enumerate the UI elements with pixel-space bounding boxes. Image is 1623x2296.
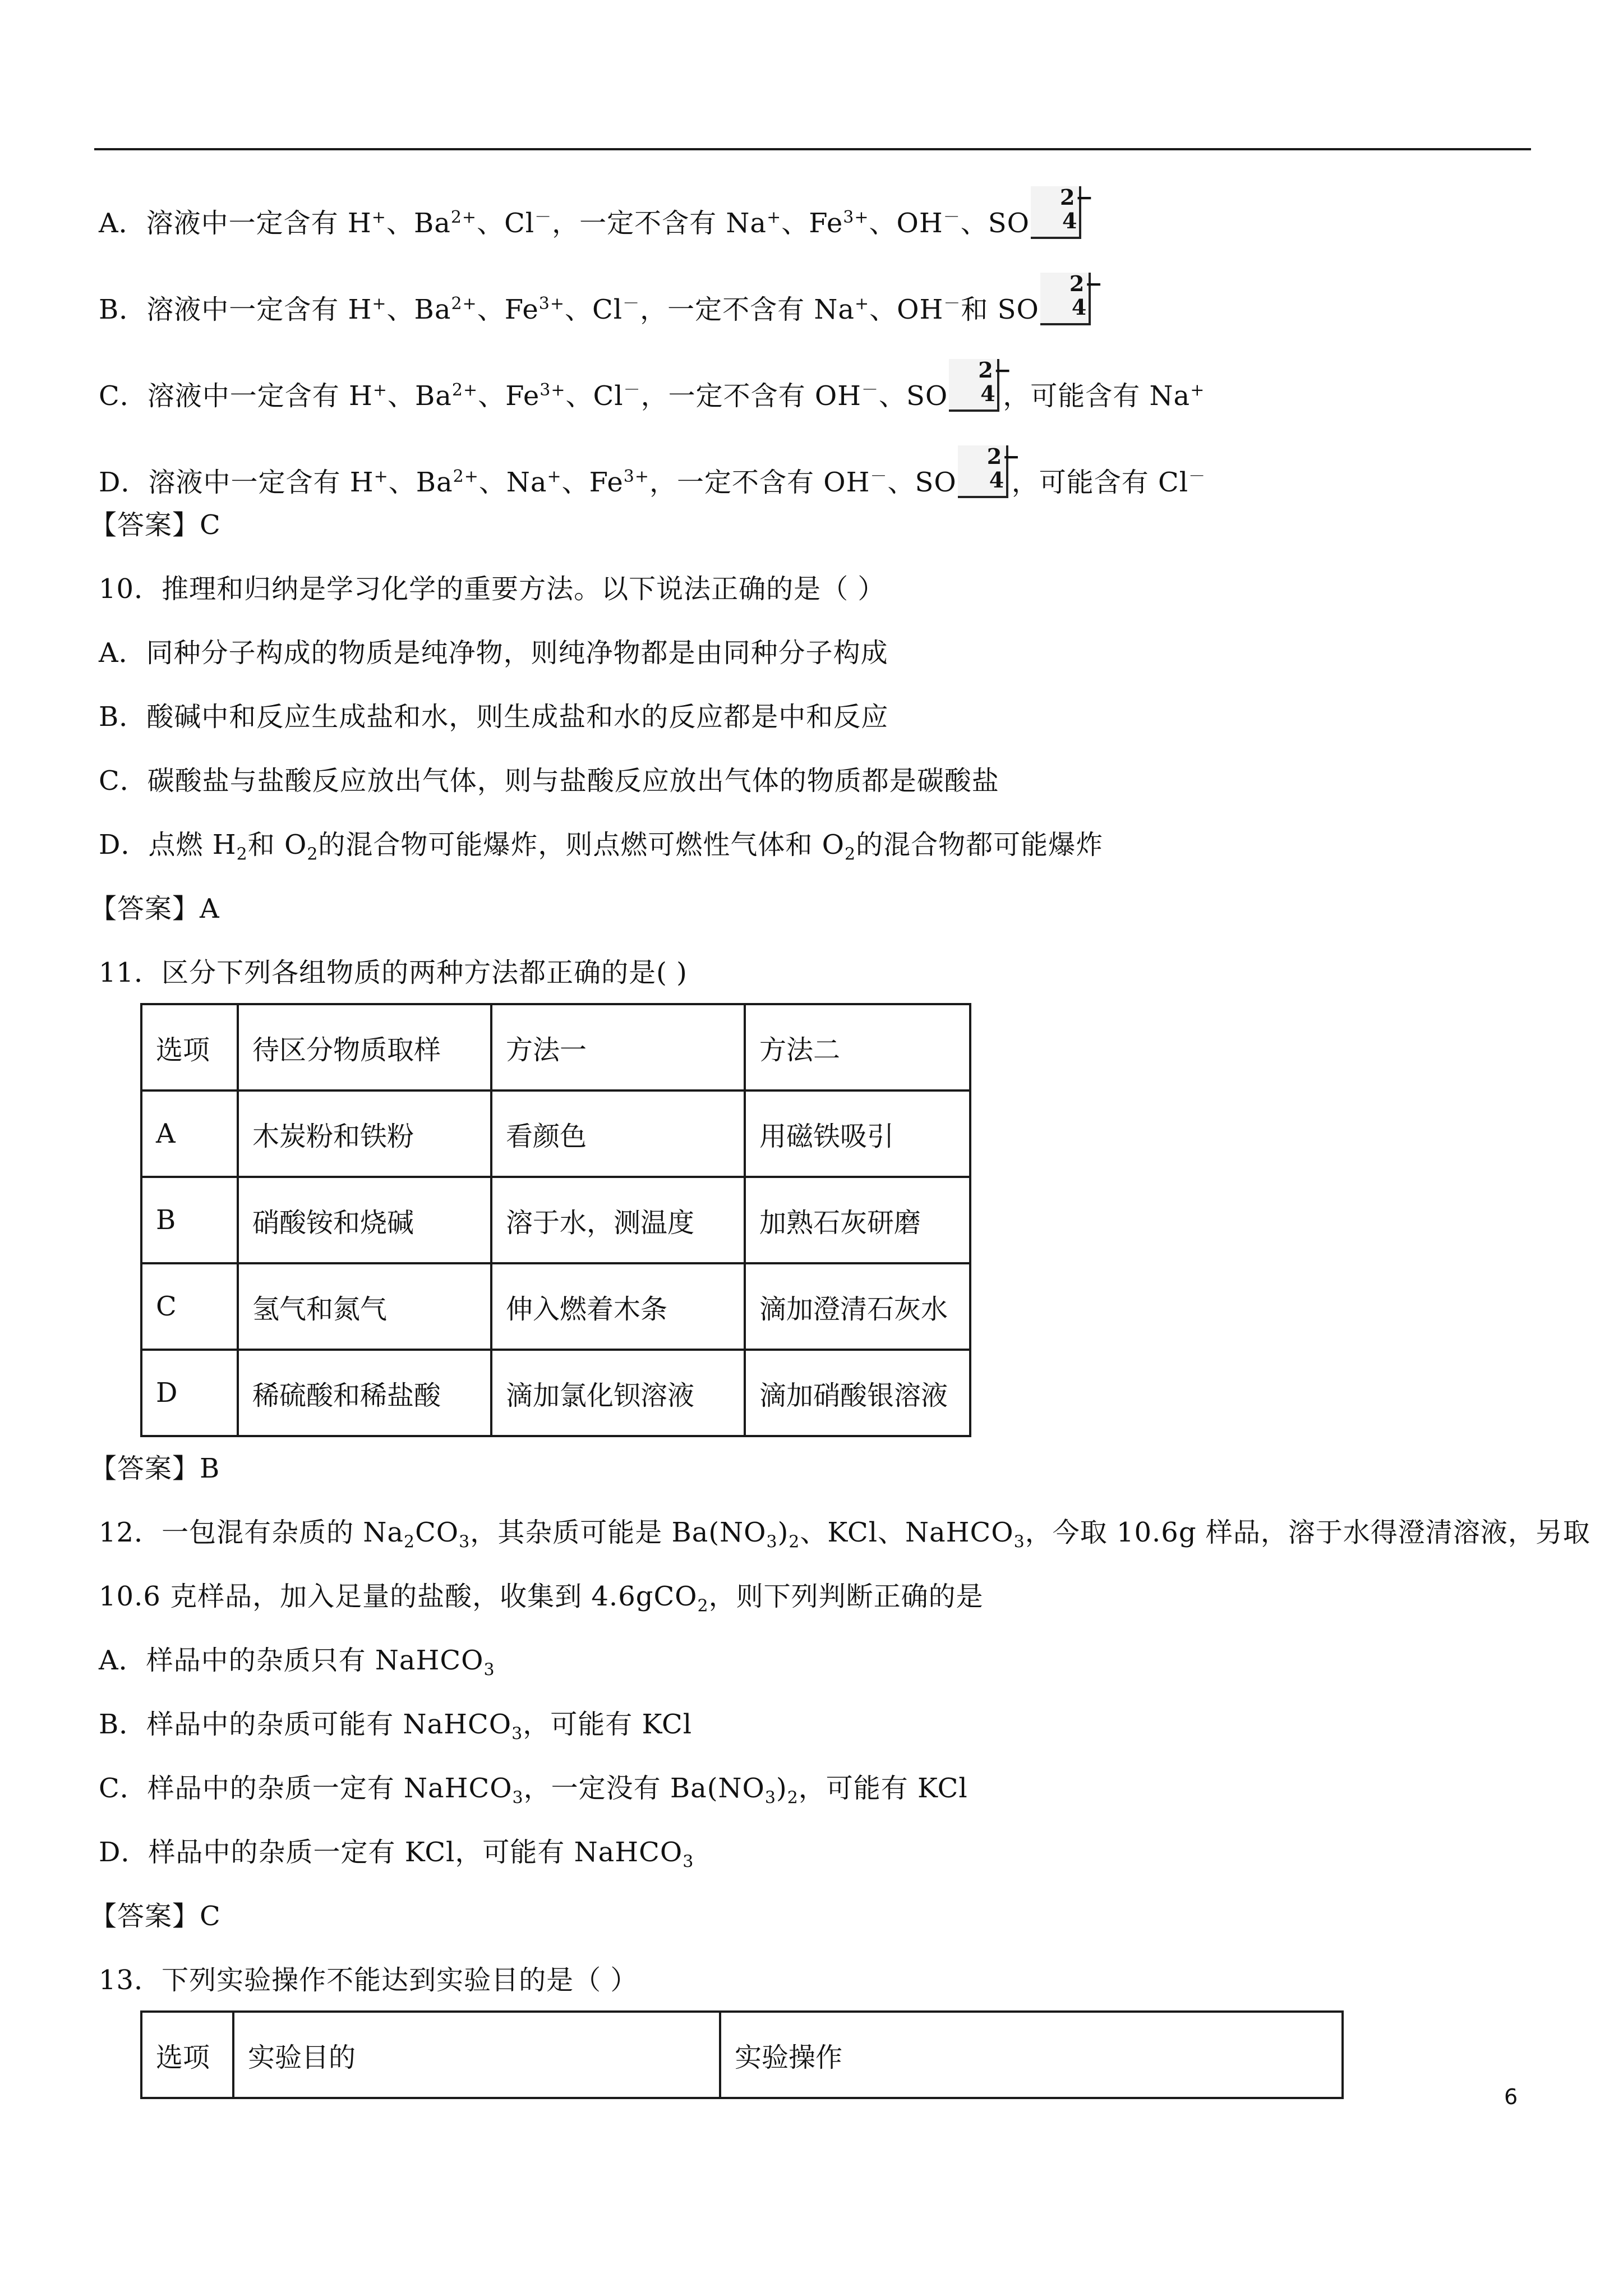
table-header-row <box>141 1004 970 1091</box>
header-cell: 实验目的 <box>233 2012 720 2098</box>
table-cell: D <box>141 1350 238 1436</box>
table-header-row <box>141 2012 1343 2098</box>
table-cell: 加熟石灰研磨 <box>745 1177 970 1263</box>
q12-stem-line1: 12．一包混有杂质的 $Na_2CO_3$，其杂质可能是 $Ba(NO_3)_2$、KCl、NaHCO$_3$，今取 10.6g 样品，溶于水得澄清溶液，另取 <box>99 1517 1590 1552</box>
q11-stem: 11．区分下列各组物质的两种方法都正确的是( ) <box>99 957 688 988</box>
q10-option-a: A．同种分子构成的物质是纯净物，则纯净物都是由同种分子构成 <box>99 637 888 669</box>
table-cell: 溶于水，测温度 <box>491 1177 745 1263</box>
q11-answer: 【答案】B <box>90 1453 220 1484</box>
table-cell: 滴加澄清石灰水 <box>745 1263 970 1350</box>
q10-stem: 10．推理和归纳是学习化学的重要方法。以下说法正确的是（ ） <box>99 573 886 605</box>
table-cell: 氢气和氮气 <box>238 1263 491 1350</box>
q12-answer: 【答案】C <box>90 1901 221 1932</box>
sulfate-charge-image: 2− 4 <box>1031 186 1082 240</box>
q9-answer: 【答案】C <box>90 509 221 541</box>
header-cell: 选项 <box>141 1004 238 1091</box>
q12-stem-line2: 10.6 克样品，加入足量的盐酸，收集到 4.6gCO$_2$，则下列判断正确的是 <box>99 1581 984 1616</box>
q10-option-d: D．点燃 $H_2$和 $O_2$的混合物可能爆炸，则点燃可燃性气体和 $O_2$的混合物都可能爆炸 <box>99 829 1104 864</box>
q9-option-a: A．溶液中一定含有 H+、$Ba^{2+}$、Cl－，一定不含有 Na+、$Fe^{3+}$、OH－、SO 2− 4 <box>99 185 1094 239</box>
table-cell: 硝酸铵和烧碱 <box>238 1177 491 1263</box>
header-cell: 实验操作 <box>720 2012 1343 2098</box>
table-cell: B <box>141 1177 238 1263</box>
q11-table <box>140 1003 971 1437</box>
q9-option-b: B．溶液中一定含有 H+、$Ba^{2+}$、$Fe^{3+}$、Cl－，一定不含有 Na+、OH－和 SO 2− 4 <box>99 271 1104 325</box>
q13-stem: 13．下列实验操作不能达到实验目的是（ ） <box>99 1964 638 1996</box>
sulfate-charge-image: 2− 4 <box>1040 273 1092 326</box>
header-cell: 选项 <box>141 2012 233 2098</box>
q10-option-c: C．碳酸盐与盐酸反应放出气体，则与盐酸反应放出气体的物质都是碳酸盐 <box>99 765 999 797</box>
q12-option-a: A．样品中的杂质只有 NaHCO$_3$ <box>99 1645 495 1680</box>
table-row <box>141 1177 970 1263</box>
q10-answer: 【答案】A <box>90 893 220 924</box>
table-cell: 稀硫酸和稀盐酸 <box>238 1350 491 1436</box>
page-number: 6 <box>1504 2085 1518 2109</box>
q12-option-d: D．样品中的杂质一定有 KCl，可能有 NaHCO$_3$ <box>99 1837 694 1872</box>
header-cell: 方法一 <box>491 1004 745 1091</box>
table-row <box>141 1350 970 1436</box>
header-cell: 方法二 <box>745 1004 970 1091</box>
table-cell: 伸入燃着木条 <box>491 1263 745 1350</box>
table-cell: 看颜色 <box>491 1091 745 1177</box>
table-row <box>141 1263 970 1350</box>
q12-option-b: B．样品中的杂质可能有 NaHCO$_3$，可能有 KCl <box>99 1709 693 1744</box>
table-cell: 木炭粉和铁粉 <box>238 1091 491 1177</box>
q12-option-c: C．样品中的杂质一定有 NaHCO$_3$，一定没有 $Ba(NO_3)_2$，可能有 KCl <box>99 1773 968 1808</box>
table-row <box>141 1091 970 1177</box>
q10-option-b: B．酸碱中和反应生成盐和水，则生成盐和水的反应都是中和反应 <box>99 701 889 733</box>
q13-table <box>140 2010 1344 2099</box>
q9-option-c: C．溶液中一定含有 H+、$Ba^{2+}$、$Fe^{3+}$、Cl－，一定不含有 OH－、SO 2− 4 ，可能含有 Na+ <box>99 357 1205 412</box>
table-cell: 滴加硝酸银溶液 <box>745 1350 970 1436</box>
table-cell: A <box>141 1091 238 1177</box>
table-cell: 滴加氯化钡溶液 <box>491 1350 745 1436</box>
table-cell: C <box>141 1263 238 1350</box>
header-rule <box>94 148 1531 150</box>
table-cell: 用磁铁吸引 <box>745 1091 970 1177</box>
q9-option-d: D．溶液中一定含有 H+、$Ba^{2+}$、Na+、$Fe^{3+}$，一定不含有 OH－、SO 2− 4 ，可能含有 Cl－ <box>99 444 1206 498</box>
sulfate-charge-image: 2− 4 <box>949 359 1000 413</box>
sulfate-charge-image: 2− 4 <box>958 445 1009 499</box>
header-cell: 待区分物质取样 <box>238 1004 491 1091</box>
